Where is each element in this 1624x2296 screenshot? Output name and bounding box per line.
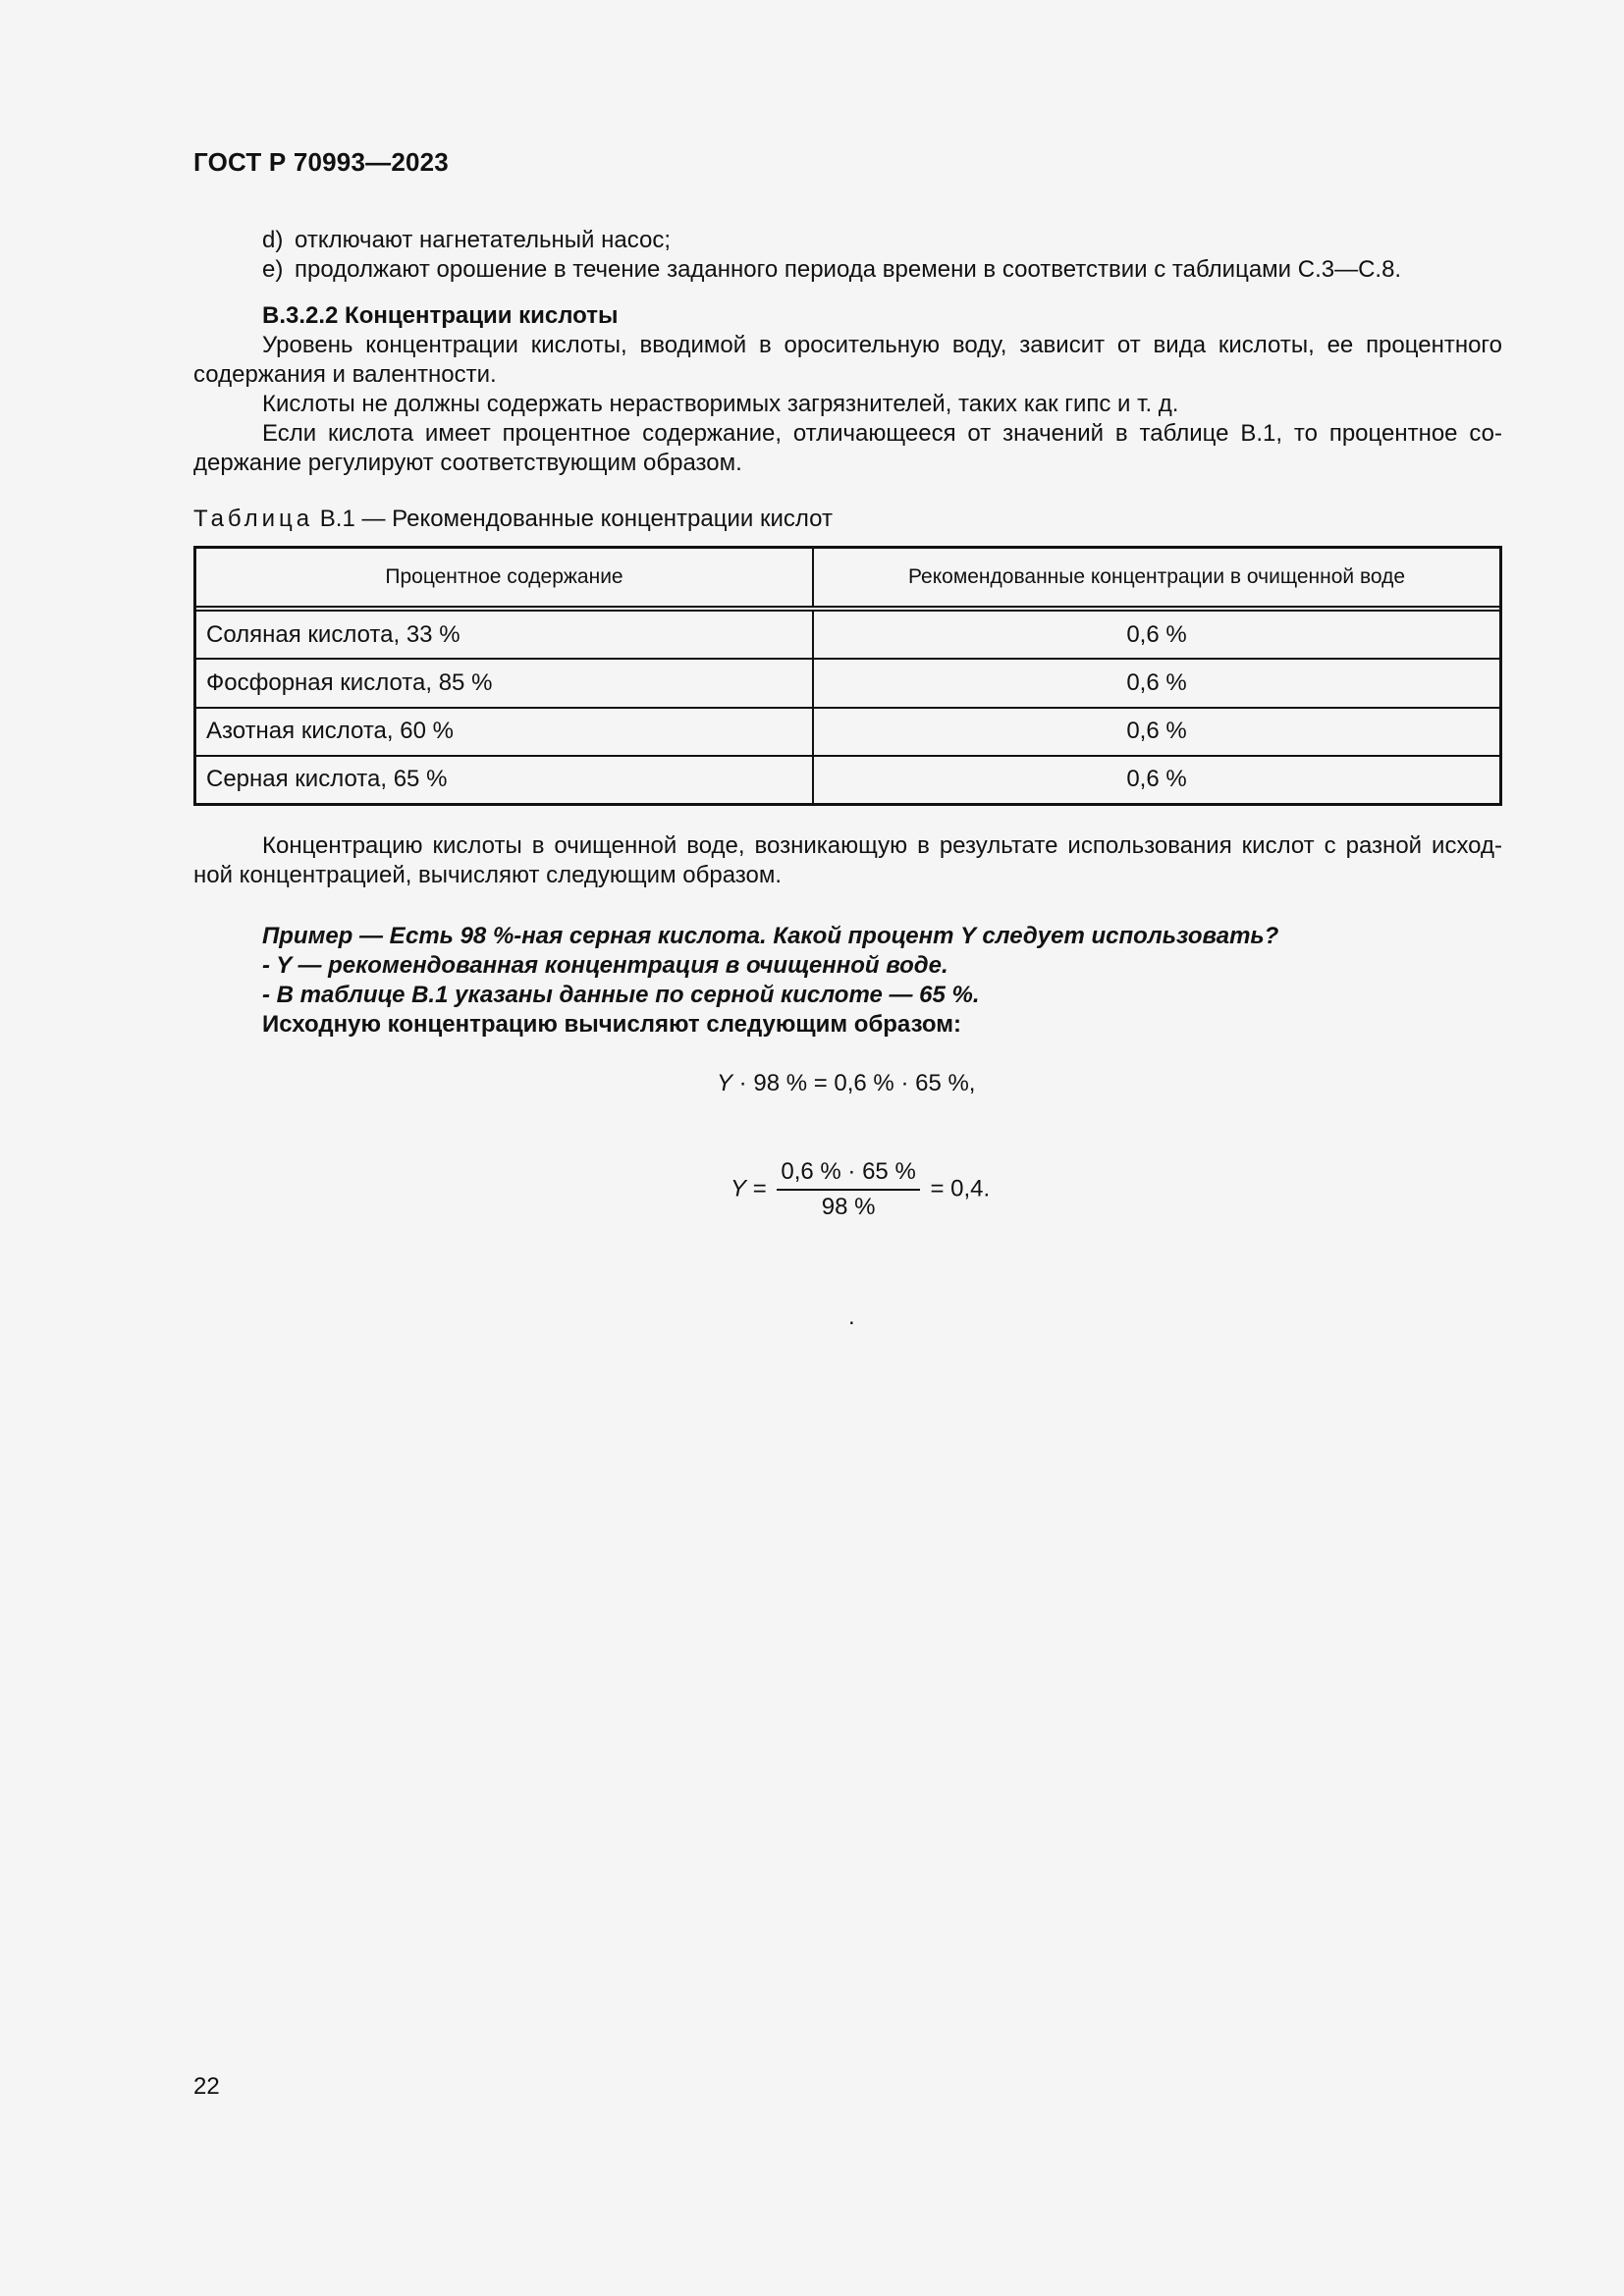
table-cell-concentration: 0,6 %	[813, 609, 1499, 659]
table-cell-acid: Фосфорная кислота, 85 %	[196, 659, 813, 707]
paragraph-1-line-2: содержания и валентности.	[193, 361, 497, 388]
formula-fraction	[731, 1158, 990, 1221]
table-cell-acid: Серная кислота, 65 %	[196, 756, 813, 803]
example-line-2: - Y — рекомендованная концентрация в очищенной воде.	[262, 952, 948, 979]
example-line-4: Исходную концентрацию вычисляют следующим образом:	[262, 1011, 961, 1038]
table-cell-concentration: 0,6 %	[813, 708, 1499, 756]
table-header-cell: Процентное содержание	[196, 549, 813, 609]
paragraph-2: Кислоты не должны содержать нерастворимых загрязнителей, таких как гипс и т. д.	[262, 391, 1179, 417]
list-item-e	[193, 255, 1502, 285]
table-cell-concentration: 0,6 %	[813, 756, 1499, 803]
after-table-line-1: Концентрацию кислоты в очищенной воде, возникающую в результате использования кислот с разной исход-	[262, 832, 1502, 859]
fraction	[777, 1158, 919, 1221]
table-header-cell: Рекомендованные концентрации в очищенной воде	[813, 549, 1499, 609]
fraction-numerator: 0,6 % · 65 %	[777, 1158, 919, 1191]
acid-concentration-table	[193, 546, 1502, 806]
list-block	[193, 226, 1502, 285]
table-header-row	[196, 549, 1499, 609]
section-block	[193, 301, 1502, 478]
formula-equals: =	[752, 1175, 767, 1202]
formula-result: = 0,4.	[930, 1175, 991, 1202]
table-row	[196, 609, 1499, 659]
table-cell-acid: Соляная кислота, 33 %	[196, 609, 813, 659]
list-item-d	[193, 226, 1502, 255]
document-title: ГОСТ Р 70993—2023	[193, 147, 449, 177]
table-cell-acid: Азотная кислота, 60 %	[196, 708, 813, 756]
paragraph-3-line-1: Если кислота имеет процентное содержание, отличающееся от значений в таблице В.1, то процентное со-	[262, 420, 1502, 447]
list-text-e: продолжают орошение в течение заданного периода времени в соответствии с таблицами С.3—С.8.	[295, 256, 1402, 283]
table-cell-concentration: 0,6 %	[813, 659, 1499, 707]
table-caption	[193, 505, 1502, 534]
table-row	[196, 756, 1499, 803]
paragraph-3-line-2: держание регулируют соответствующим образом.	[193, 450, 742, 476]
stray-dot: .	[848, 1304, 855, 1330]
table-row	[196, 659, 1499, 707]
section-heading: В.3.2.2 Концентрации кислоты	[262, 302, 619, 329]
list-text-d: отключают нагнетательный насос;	[295, 227, 671, 253]
after-table-paragraph	[193, 831, 1502, 890]
example-line-1: Пример — Есть 98 %-ная серная кислота. Какой процент Y следует использовать?	[262, 923, 1279, 949]
formula-variable: Y	[731, 1175, 747, 1202]
after-table-line-2: ной концентрацией, вычисляют следующим образом.	[193, 862, 783, 888]
example-line-3: - В таблице В.1 указаны данные по серной кислоте — 65 %.	[262, 982, 980, 1008]
example-block	[193, 922, 1502, 1040]
list-marker-d: d)	[262, 227, 284, 253]
paragraph-1-line-1: Уровень концентрации кислоты, вводимой в оросительную воду, зависит от вида кислоты, ее процентного	[262, 332, 1502, 358]
formula-variable: Y	[717, 1070, 733, 1096]
list-marker-e: e)	[262, 256, 284, 283]
table-row	[196, 708, 1499, 756]
table-caption-text: В.1 — Рекомендованные концентрации кислот	[313, 506, 833, 532]
table-caption-label: Таблица	[193, 506, 314, 532]
formula-equation	[717, 1070, 975, 1097]
fraction-denominator: 98 %	[821, 1194, 876, 1220]
page-number: 22	[193, 2073, 220, 2100]
formula-expression: · 98 % = 0,6 % · 65 %,	[732, 1070, 976, 1096]
